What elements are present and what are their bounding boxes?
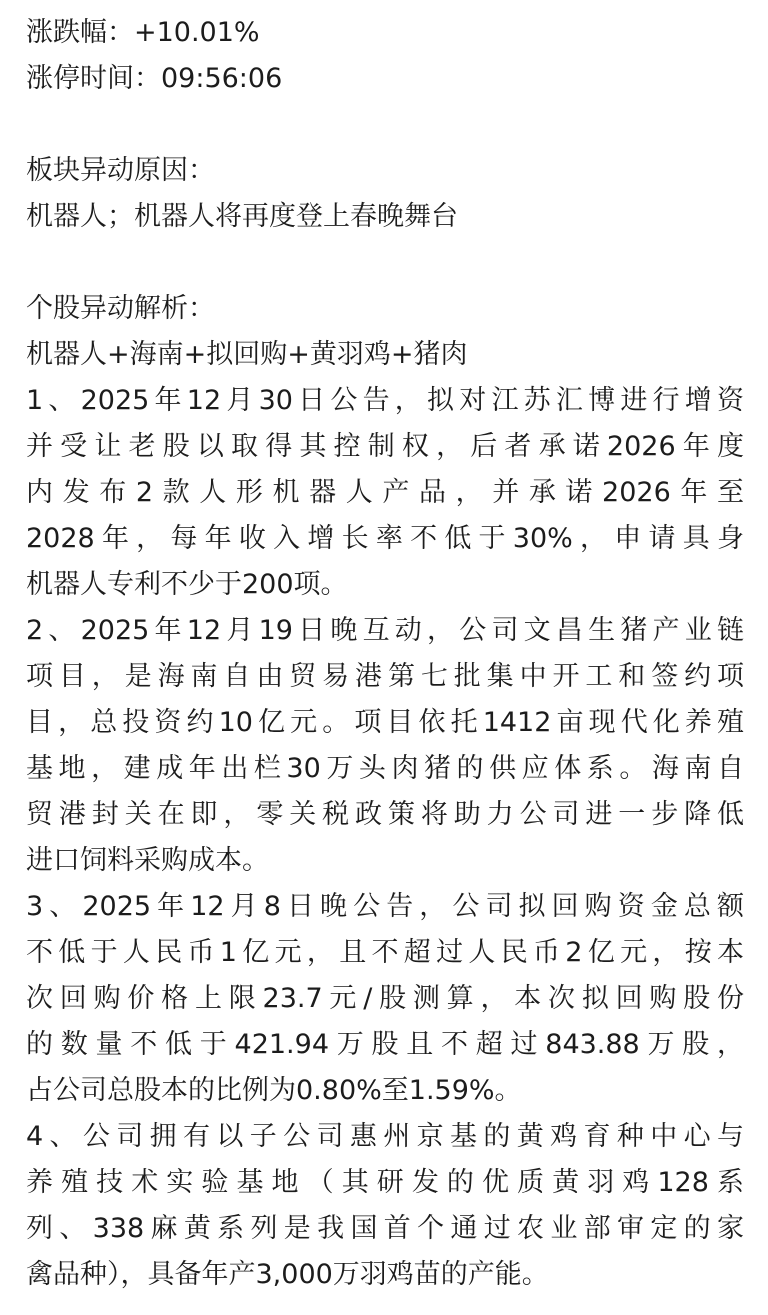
item-line: 列、338麻黄系列是我国首个通过农业部审定的家: [26, 1213, 744, 1244]
item-line: 4、公司拥有以子公司惠州京基的黄鸡育种中心与: [26, 1121, 744, 1152]
item-line: 项目，是海南自由贸易港第七批集中开工和签约项: [26, 661, 744, 692]
analysis-item-1: [26, 378, 744, 608]
item-line: 贸港封关在即，零关税政策将助力公司进一步降低: [26, 799, 744, 830]
item-line: 并受让老股以取得其控制权，后者承诺2026年度: [26, 431, 744, 462]
sector-reason-text: 机器人；机器人将再度登上春晚舞台: [26, 201, 458, 232]
analysis-item-3: [26, 884, 744, 1114]
spacer: [26, 102, 744, 148]
item-line: 养殖技术实验基地（其研发的优质黄羽鸡128系: [26, 1167, 744, 1198]
analysis-item-2: [26, 608, 744, 884]
stock-tags: 机器人+海南+拟回购+黄羽鸡+猪肉: [26, 339, 468, 370]
spacer: [26, 240, 744, 286]
item-line: 3、2025年12月8日晚公告，公司拟回购资金总额: [26, 891, 744, 922]
item-line: 机器人专利不少于200项。: [26, 569, 348, 600]
item-line: 1、2025年12月30日公告，拟对江苏汇博进行增资: [26, 385, 744, 416]
item-line: 的数量不低于421.94万股且不超过843.88万股，: [26, 1029, 744, 1060]
sector-reason-heading: 板块异动原因：: [26, 155, 215, 186]
item-line: 进口饲料采购成本。: [26, 845, 269, 876]
item-line: 不低于人民币1亿元，且不超过人民币2亿元，按本: [26, 937, 744, 968]
item-line: 目，总投资约10亿元。项目依托1412亩现代化养殖: [26, 707, 744, 738]
item-line: 次回购价格上限23.7元/股测算，本次拟回购股份: [26, 983, 744, 1014]
price-change-line: 涨跌幅：+10.01%: [26, 17, 260, 48]
item-line: 2、2025年12月19日晚互动，公司文昌生猪产业链: [26, 615, 744, 646]
item-line: 基地，建成年出栏30万头肉猪的供应体系。海南自: [26, 753, 744, 784]
stock-analysis-heading: 个股异动解析：: [26, 293, 215, 324]
analysis-item-4: [26, 1114, 744, 1298]
item-line: 占公司总股本的比例为0.80%至1.59%。: [26, 1075, 522, 1106]
item-line: 禽品种），具备年产3,000万羽鸡苗的产能。: [26, 1259, 549, 1290]
item-line: 2028年，每年收入增长率不低于30%，申请具身: [26, 523, 744, 554]
item-line: 内发布2款人形机器人产品，并承诺2026年至: [26, 477, 744, 508]
limit-up-time-line: 涨停时间：09:56:06: [26, 63, 283, 94]
